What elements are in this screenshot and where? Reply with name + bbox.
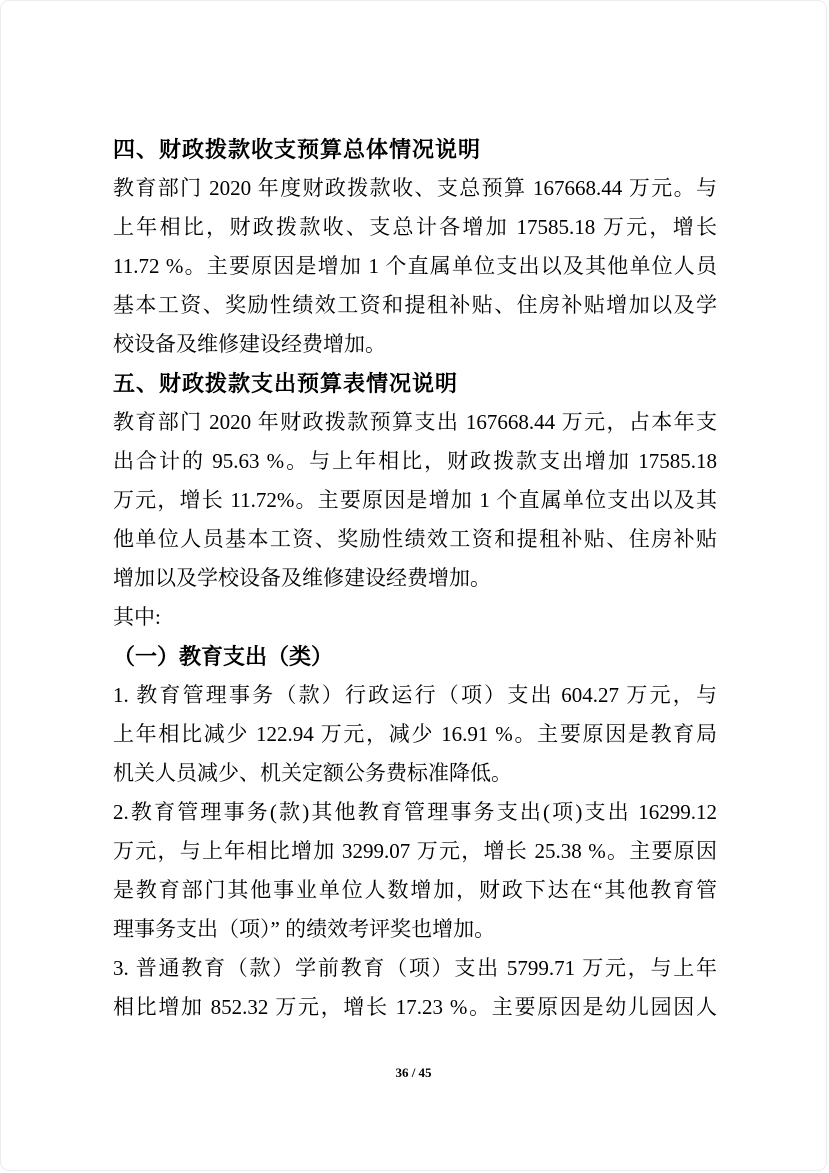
body-line: 理事务支出（项）” 的绩效考评奖也增加。 [113, 917, 496, 941]
body-line: 是教育部门其他事业单位人数增加，财政下达在“其他教育管 [113, 878, 717, 902]
body-line: 增加以及学校设备及维修建设经费增加。 [113, 566, 491, 590]
body-line: 上年相比，财政拨款收、支总计各增加 17585.18 万元，增长 [113, 215, 717, 239]
body-line: 11.72 %。主要原因是增加 1 个直属单位支出以及其他单位人员 [113, 254, 717, 278]
body-line: 校设备及维修建设经费增加。 [113, 332, 386, 356]
body-line: 3. 普通教育（款）学前教育（项）支出 5799.71 万元，与上年 [113, 956, 717, 980]
heading-line: 四、财政拨款收支预算总体情况说明 [113, 137, 482, 162]
body-line: 教育部门 2020 年度财政拨款收、支总预算 167668.44 万元。与 [113, 176, 717, 200]
body-line: 上年相比减少 122.94 万元，减少 16.91 %。主要原因是教育局 [113, 722, 717, 746]
body-line: 基本工资、奖励性绩效工资和提租补贴、住房补贴增加以及学 [113, 293, 717, 317]
heading-line: （一）教育支出（类） [113, 644, 334, 669]
heading-line: 五、财政拨款支出预算表情况说明 [113, 371, 459, 396]
body-line: 1. 教育管理事务（款）行政运行（项）支出 604.27 万元，与 [113, 683, 717, 707]
body-line: 机关人员减少、机关定额公务费标准降低。 [113, 761, 512, 785]
body-line: 万元，增长 11.72%。主要原因是增加 1 个直属单位支出以及其 [113, 488, 717, 512]
body-line: 教育部门 2020 年财政拨款预算支出 167668.44 万元，占本年支 [113, 410, 717, 434]
page-number: 36 / 45 [395, 1065, 432, 1080]
body-line: 2.教育管理事务(款)其他教育管理事务支出(项)支出 16299.12 [113, 800, 717, 824]
document-body [113, 130, 717, 1027]
body-line: 万元，与上年相比增加 3299.07 万元，增长 25.38 %。主要原因 [113, 839, 717, 863]
body-line: 出合计的 95.63 %。与上年相比，财政拨款支出增加 17585.18 [113, 449, 717, 473]
body-line: 他单位人员基本工资、奖励性绩效工资和提租补贴、住房补贴 [113, 527, 717, 551]
body-line: 相比增加 852.32 万元，增长 17.23 %。主要原因是幼儿园因人 [113, 995, 717, 1019]
body-line: 其中: [113, 605, 161, 629]
